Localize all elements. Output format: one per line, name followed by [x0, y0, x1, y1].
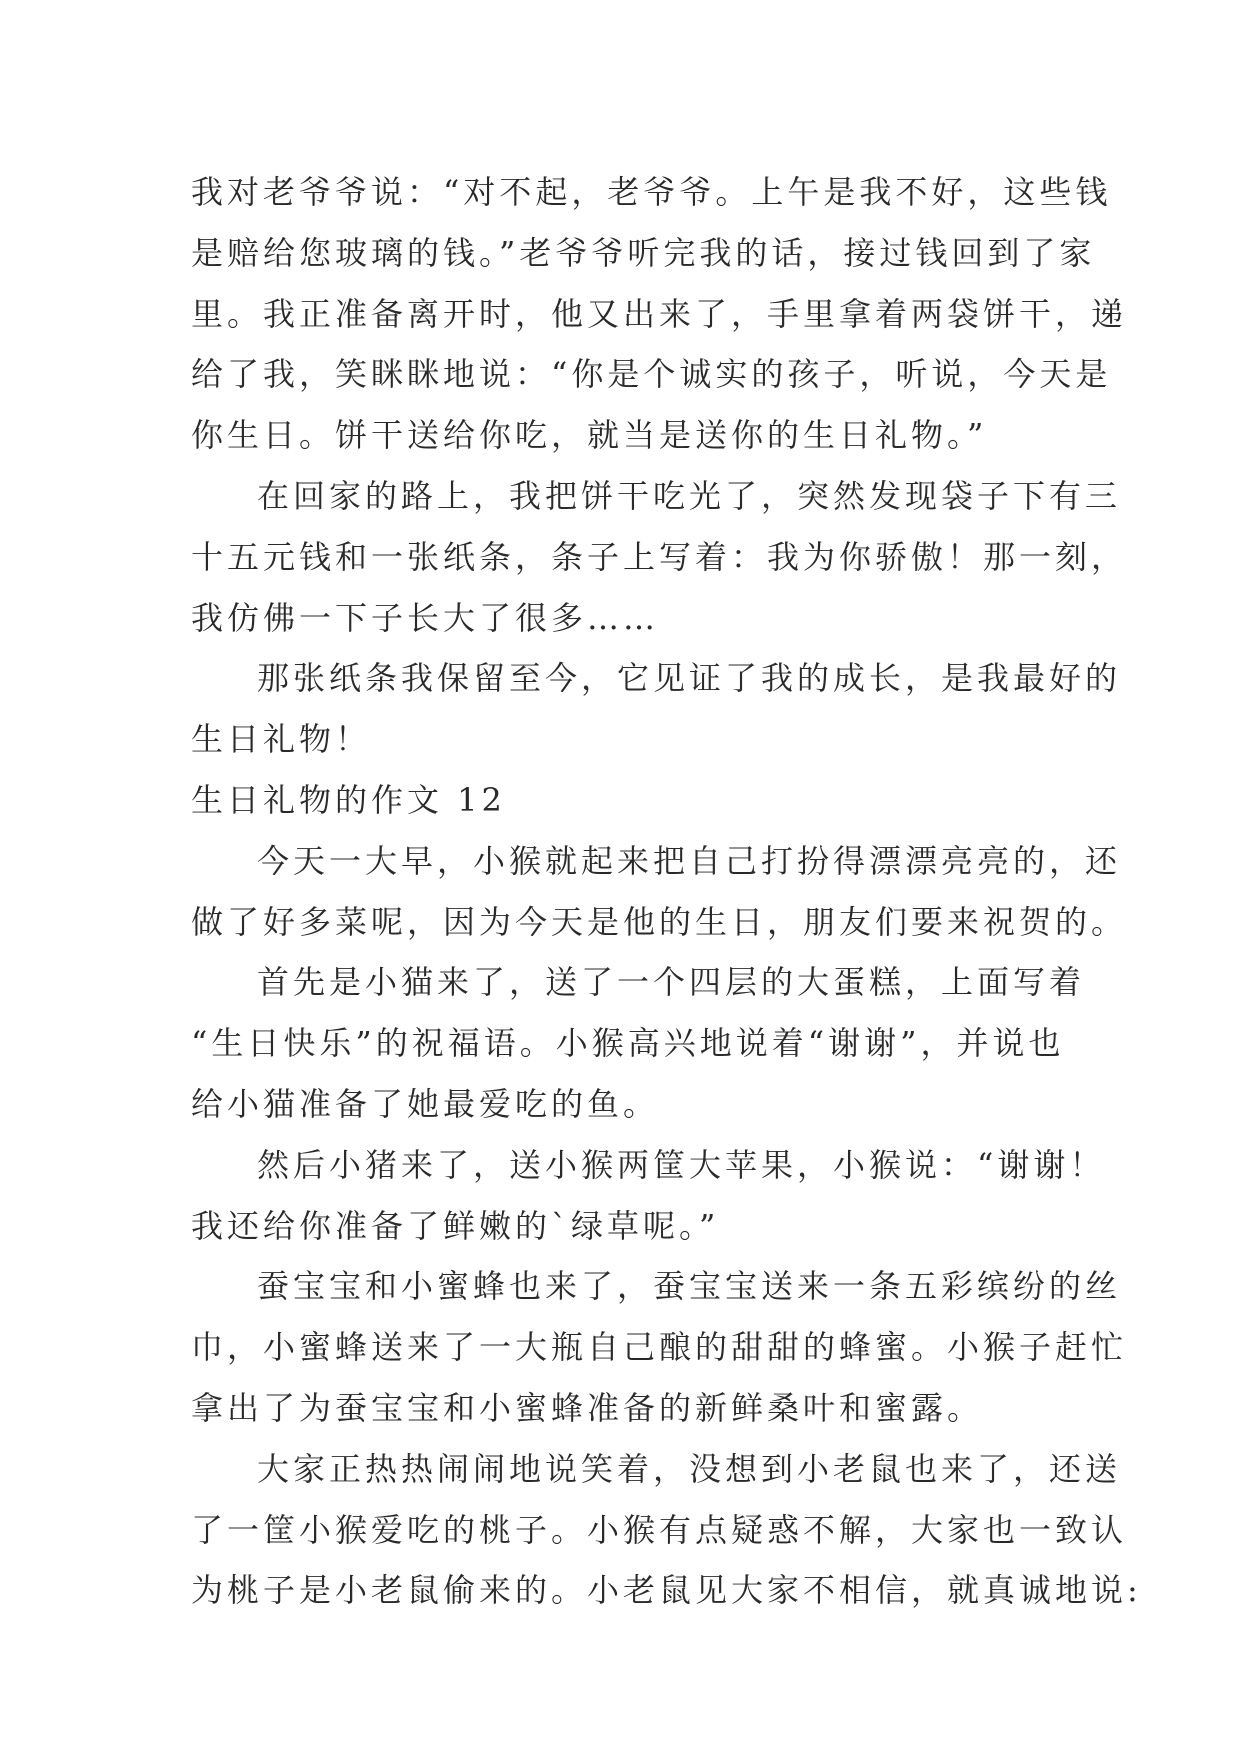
text-line: 你生日。饼干送给你吃，就当是送你的生日礼物。”: [191, 416, 988, 455]
text-line: 蚕宝宝和小蜜蜂也来了，蚕宝宝送来一条五彩缤纷的丝: [257, 1267, 1122, 1306]
text-line: 首先是小猫来了，送了一个四层的大蛋糕，上面写着: [257, 963, 1086, 1002]
text-line: 在回家的路上，我把饼干吃光了，突然发现袋子下有三: [257, 476, 1122, 515]
text-line: 今天一大早，小猴就起来把自己打扮得漂漂亮亮的，还: [257, 841, 1122, 880]
text-line: 然后小猪来了，送小猴两筐大苹果，小猴说：“谢谢！: [257, 1145, 1106, 1184]
text-line: 是赔给您玻璃的钱。”老爷爷听完我的话，接过钱回到了家: [191, 233, 1096, 272]
text-line: 十五元钱和一张纸条，条子上写着：我为你骄傲！那一刻，: [191, 537, 1128, 576]
text-line: 了一筐小猴爱吃的桃子。小猴有点疑惑不解，大家也一致认: [191, 1510, 1128, 1549]
text-line: 那张纸条我保留至今，它见证了我的成长，是我最好的: [257, 659, 1122, 698]
text-line: 我仿佛一下子长大了很多……: [191, 598, 660, 637]
text-line: 我还给你准备了鲜嫩的`绿草呢。”: [191, 1206, 720, 1245]
text-line: 里。我正准备离开时，他又出来了，手里拿着两袋饼干，递: [191, 294, 1128, 333]
text-line: “生日快乐”的祝福语。小猴高兴地说着“谢谢”，并说也: [191, 1024, 1065, 1063]
text-line: 拿出了为蚕宝宝和小蜜蜂准备的新鲜桑叶和蜜露。: [191, 1388, 984, 1427]
text-line: 给了我，笑眯眯地说：“你是个诚实的孩子，听说，今天是: [191, 355, 1112, 394]
text-line: 生日礼物！: [191, 720, 372, 759]
text-line: 做了好多菜呢，因为今天是他的生日，朋友们要来祝贺的。: [191, 902, 1128, 941]
text-line: 给小猫准备了她最爱吃的鱼。: [191, 1084, 660, 1123]
section-heading: 生日礼物的作文 12: [191, 780, 506, 819]
text-line: 大家正热热闹闹地说笑着，没想到小老鼠也来了，还送: [257, 1449, 1122, 1488]
text-line: 巾，小蜜蜂送来了一大瓶自己酿的甜甜的蜂蜜。小猴子赶忙: [191, 1328, 1128, 1367]
text-line: 为桃子是小老鼠偷来的。小老鼠见大家不相信，就真诚地说:: [191, 1571, 1142, 1610]
document-body: [191, 162, 1142, 1621]
text-line: 我对老爷爷说：“对不起，老爷爷。上午是我不好，这些钱: [191, 173, 1112, 211]
